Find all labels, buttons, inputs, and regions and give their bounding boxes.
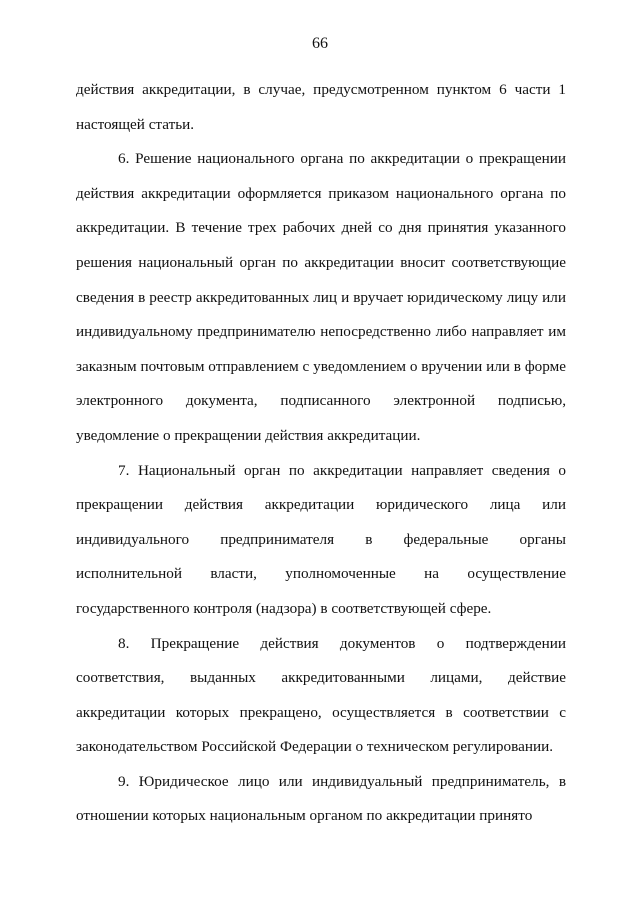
paragraph-item-6: 6. Решение национального органа по аккредитации о прекращении действия аккредитации оформляется приказом национального органа по аккредитации. В течение трех рабочих дней со дня принятия указанного решения национальный орган по аккредитации вносит соответствующие сведения в реестр аккредитованных лиц и вручает юридическому лицу или индивидуальному предпринимателю непосредственно либо направляет им заказным почтовым отправлением с уведомлением о вручении или в форме электронного документа, подписанного электронной подписью, уведомление о прекращении действия аккредитации. xyxy=(76,150,566,444)
paragraph-item-7: 7. Национальный орган по аккредитации направляет сведения о прекращении действия аккредитации юридического лица или индивидуального предпринимателя в федеральные органы исполнительной власти, уполномоченные на осуществление государственного контроля (надзора) в соответствующей сфере. xyxy=(76,461,566,617)
paragraph-continuation: действия аккредитации, в случае, предусмотренном пунктом 6 части 1 настоящей статьи. xyxy=(76,81,566,133)
paragraph-item-9: 9. Юридическое лицо или индивидуальный предприниматель, в отношении которых национальным органом по аккредитации принято xyxy=(76,772,566,825)
page-number: 66 xyxy=(312,35,328,52)
document-body xyxy=(76,73,566,834)
paragraph-item-8: 8. Прекращение действия документов о подтверждении соответствия, выданных аккредитованными лицами, действие аккредитации которых прекращено, осуществляется в соответствии с законодательством Российской Федерации о техническом регулировании. xyxy=(76,634,566,756)
